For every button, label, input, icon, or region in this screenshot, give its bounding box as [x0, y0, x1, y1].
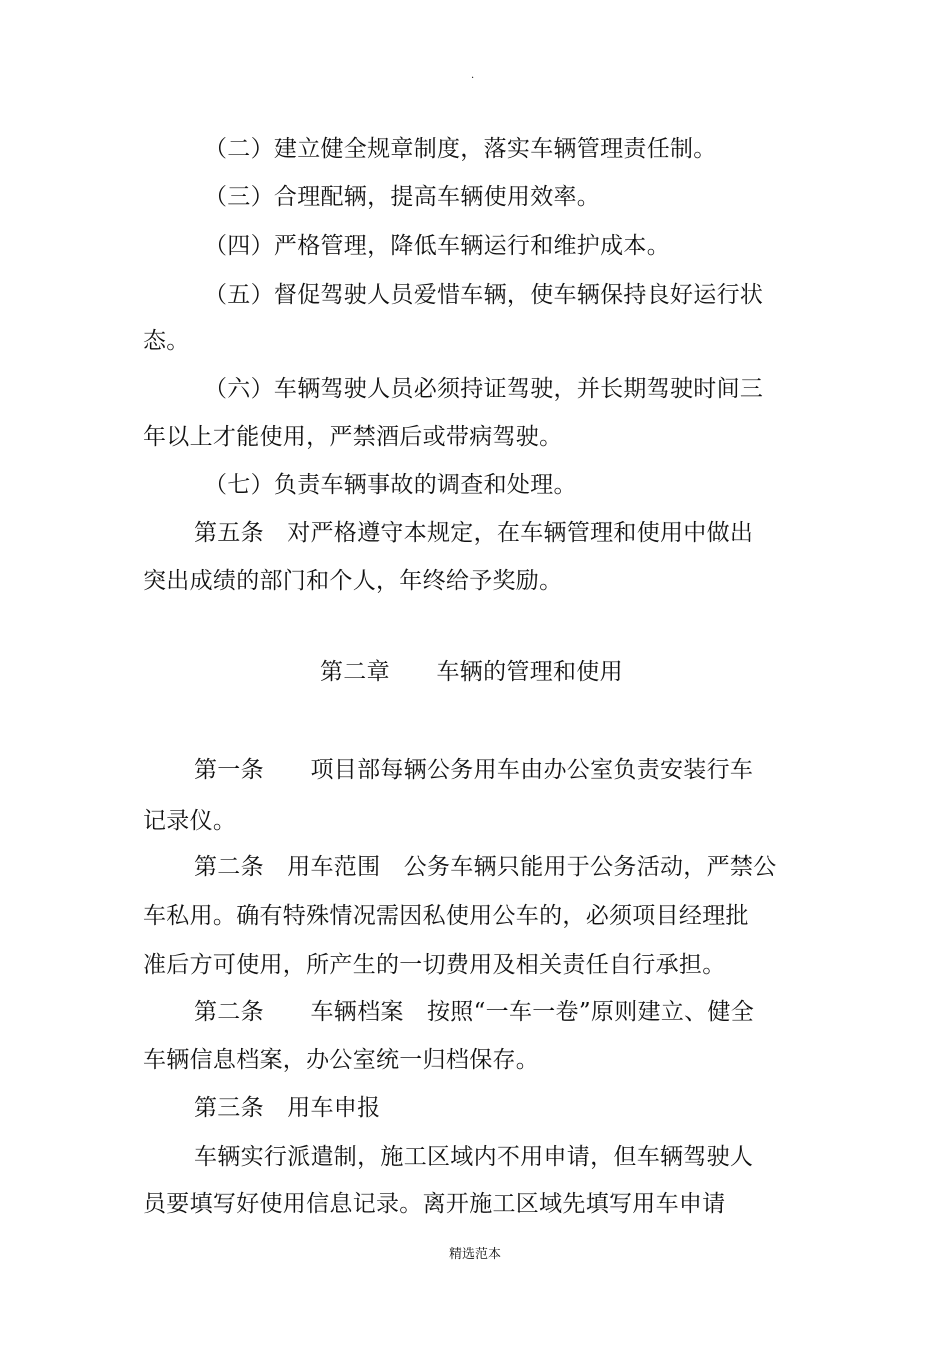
paragraph-line: （五）督促驾驶人员爱惜车辆，使车辆保持良好运行状 — [204, 282, 764, 308]
paragraph-line: （六）车辆驾驶人员必须持证驾驶，并长期驾驶时间三 — [204, 376, 764, 402]
paragraph-line: （三）合理配辆，提高车辆使用效率。 — [204, 184, 601, 210]
article-line: 第二条 车辆档案 按照“一车一卷”原则建立、健全 — [194, 999, 755, 1025]
paragraph-line: 年以上才能使用，严禁酒后或带病驾驶。 — [143, 424, 563, 450]
paragraph-line: 车辆实行派遣制，施工区域内不用申请，但车辆驾驶人 — [194, 1144, 754, 1170]
paragraph-line: 态。 — [143, 328, 190, 354]
header-mark: . — [471, 70, 475, 81]
article-line: 第一条 项目部每辆公务用车由办公室负责安装行车 — [194, 757, 754, 783]
article-line: 第五条 对严格遵守本规定，在车辆管理和使用中做出 — [194, 520, 754, 546]
paragraph-line: 员要填写好使用信息记录。离开施工区域先填写用车申请 — [143, 1191, 726, 1217]
paragraph-line: 记录仪。 — [143, 808, 237, 834]
paragraph-line: 车私用。确有特殊情况需因私使用公车的，必须项目经理批 — [143, 903, 749, 929]
article-line: 第二条 用车范围 公务车辆只能用于公务活动，严禁公 — [194, 854, 777, 880]
article-line: 第三条 用车申报 — [194, 1095, 381, 1121]
paragraph-line: （七）负责车辆事故的调查和处理。 — [204, 472, 577, 498]
paragraph-line: 车辆信息档案，办公室统一归档保存。 — [143, 1047, 540, 1073]
paragraph-line: 突出成绩的部门和个人，年终给予奖励。 — [143, 568, 563, 594]
paragraph-line: （四）严格管理，降低车辆运行和维护成本。 — [204, 233, 670, 259]
page-footer: 精选范本 — [448, 1247, 501, 1262]
chapter-heading: 第二章 车辆的管理和使用 — [320, 659, 623, 685]
paragraph-line: 准后方可使用，所产生的一切费用及相关责任自行承担。 — [143, 952, 726, 978]
paragraph-line: （二）建立健全规章制度，落实车辆管理责任制。 — [204, 136, 717, 162]
